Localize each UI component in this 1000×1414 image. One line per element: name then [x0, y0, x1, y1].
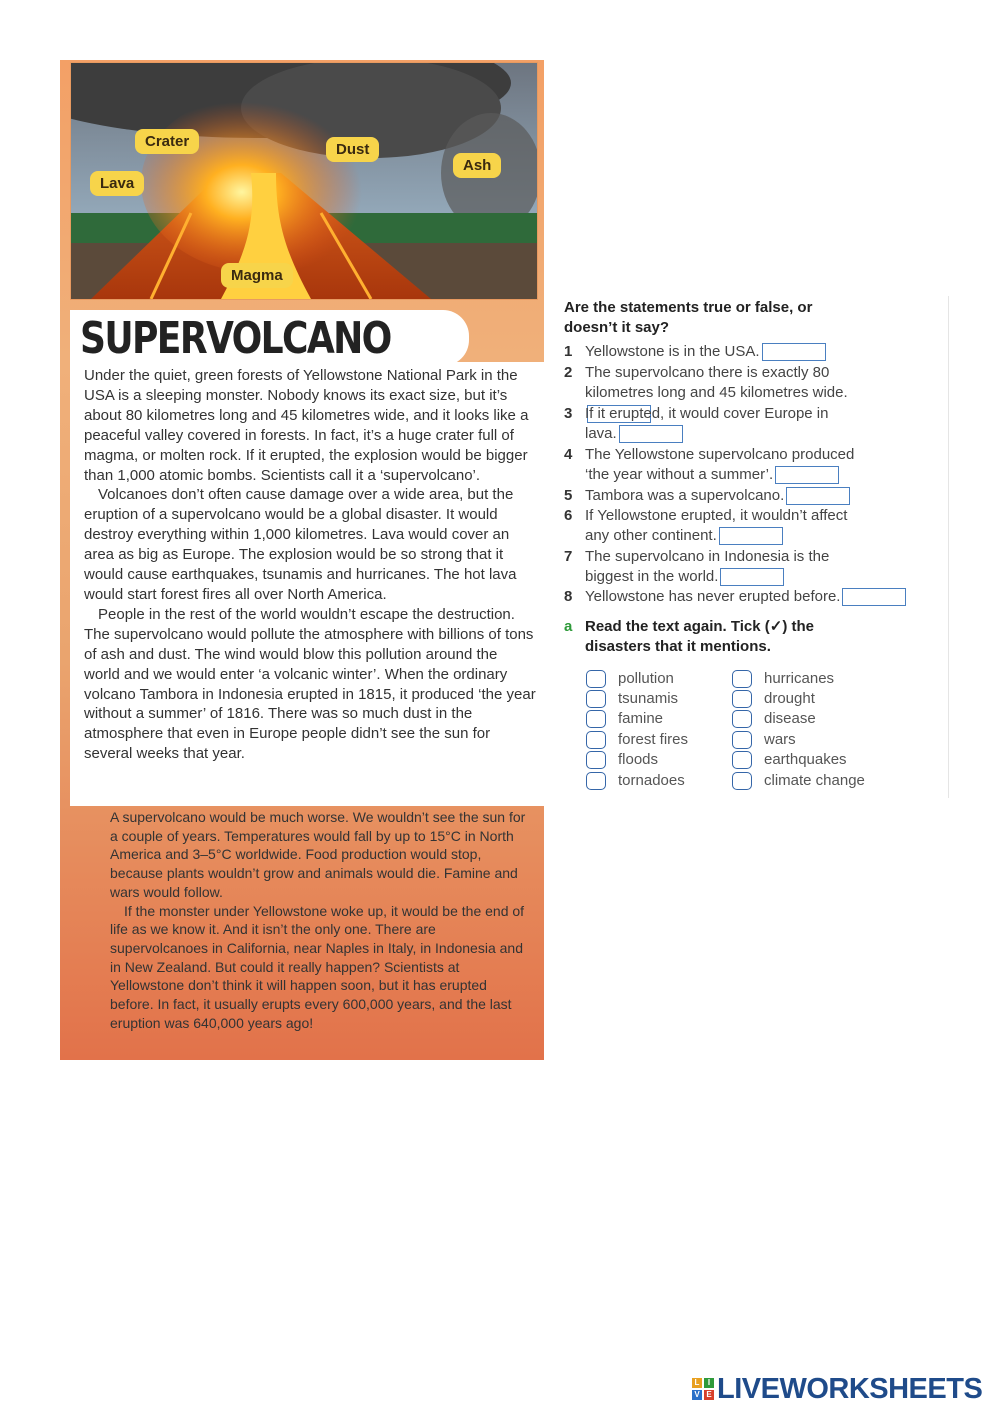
- volcano-illustration: [70, 62, 538, 300]
- checkbox-floods[interactable]: [586, 751, 606, 769]
- checkbox-tornadoes[interactable]: [586, 772, 606, 790]
- article-text-upper: [84, 366, 536, 764]
- label-disease: disease: [764, 710, 816, 727]
- label-floods: floods: [618, 751, 659, 768]
- quiz-item-5: 5 Tambora was a supervolcano.: [564, 486, 884, 506]
- answer-box-6[interactable]: [719, 527, 783, 545]
- logo-text: LIVEWORKSHEETS: [717, 1372, 983, 1405]
- quiz-item-4: 4 The Yellowstone supervolcano produced ‘the year without a summer’.: [564, 446, 855, 484]
- label-drought: drought: [764, 690, 815, 707]
- answer-box-4[interactable]: [775, 466, 839, 484]
- label-wars: wars: [764, 731, 796, 748]
- checkbox-tsunamis[interactable]: [586, 690, 606, 708]
- label-hurricanes: hurricanes: [764, 670, 835, 687]
- liveworksheets-logo: [692, 1374, 982, 1404]
- logo-icon: L I V E: [692, 1378, 714, 1400]
- checkbox-drought[interactable]: [732, 690, 752, 708]
- label-climate-change: climate change: [764, 772, 865, 789]
- checkbox-earthquakes[interactable]: [732, 751, 752, 769]
- quiz-item-2: 2 The supervolcano there is exactly 80 kilometres long and 45 kilometres wide.: [564, 363, 939, 424]
- checkbox-wars[interactable]: [732, 731, 752, 749]
- label-famine: famine: [618, 710, 664, 727]
- label-tsunamis: tsunamis: [618, 690, 679, 707]
- quiz-item-3: 3 If it erupted, it would cover Europe in lava.: [564, 405, 829, 443]
- label-forest-fires: forest fires: [618, 731, 689, 748]
- checkbox-climate-change[interactable]: [732, 772, 752, 790]
- checkbox-forest-fires[interactable]: [586, 731, 606, 749]
- answer-box-8[interactable]: [842, 588, 906, 606]
- article-paragraph-1: Under the quiet, green forests of Yellowstone National Park in the USA is a sleeping monster. Nobody knows its exact size, but it’s about 80 kilometres long and 45 kilometres wide, and it looks like a peaceful valley covered in forests. In fact, it’s a huge crater full of magma, or molten rock. If it erupted, the explosion would be bigger than 1,000 atomic bombs. Scientists call it a ‘supervolcano’.: [84, 367, 529, 484]
- answer-box-1[interactable]: [762, 343, 826, 361]
- label-magma: Magma: [221, 263, 293, 288]
- tick-heading: a Read the text again. Tick (✓) the disasters that it mentions.: [564, 618, 815, 655]
- article-text-lower: [110, 808, 532, 1032]
- quiz-item-1: 1 Yellowstone is in the USA.: [564, 342, 864, 362]
- checkbox-hurricanes[interactable]: [732, 670, 752, 688]
- label-earthquakes: earthquakes: [764, 751, 847, 768]
- checkbox-disease[interactable]: [732, 710, 752, 728]
- quiz-heading: Are the statements true or false, or doesn’t it say?: [564, 299, 813, 336]
- label-ash: Ash: [453, 153, 501, 178]
- quiz-item-8: 8 Yellowstone has never erupted before.: [564, 587, 944, 607]
- quiz-item-7: 7 The supervolcano in Indonesia is the biggest in the world.: [564, 548, 830, 586]
- article-paragraph-3: People in the rest of the world wouldn’t escape the destruction. The supervolcano would pollute the atmosphere with billions of tons of ash and dust. The wind would blow this pollution around the world and we would enter ‘a volcanic winter’. When the ordinary volcano Tambora in Indonesia erupted in 1815, it produced ‘the year without a summer’ of 1816. There was so much dust in the atmosphere that even in Europe people didn’t see the sun for several weeks that year.: [84, 605, 536, 763]
- checkbox-famine[interactable]: [586, 710, 606, 728]
- article-paragraph-5: If the monster under Yellowstone woke up, it would be the end of life as we know it. And it isn’t the only one. There are supervolcanoes in California, near Naples in Italy, in Indonesia and in New Zealand. But could it really happen? Scientists at Yellowstone don’t think it will happen soon, but it has erupted before. In fact, it usually erupts every 600,000 years, and the last eruption was 640,000 years ago!: [110, 902, 525, 1031]
- answer-box-7[interactable]: [720, 568, 784, 586]
- article-paragraph-2: Volcanoes don’t often cause damage over a wide area, but the eruption of a supervolcano would be a global disaster. It would destroy everything within 1,000 kilometres. Lava would cover an area as big as Europe. The explosion would be so strong that it would cause earthquakes, tsunamis and hurricanes. The hot lava would start forest fires all over North America.: [84, 486, 517, 603]
- article-paragraph-4: A supervolcano would be much worse. We wouldn’t see the sun for a couple of years. Temperatures would fall by up to 15°C in North America and 3–5°C worldwide. Food production would stop, because plants wouldn’t grow and animals would die. Famine and wars would follow.: [110, 809, 526, 900]
- quiz-item-6: 6 If Yellowstone erupted, it wouldn’t affect any other continent.: [564, 507, 848, 545]
- label-dust: Dust: [326, 137, 379, 162]
- label-lava: Lava: [90, 171, 144, 196]
- checkbox-pollution[interactable]: [586, 670, 606, 688]
- article-title: SUPERVOLCANO: [70, 310, 469, 366]
- answer-box-5[interactable]: [786, 487, 850, 505]
- label-tornadoes: tornadoes: [618, 772, 685, 789]
- label-crater: Crater: [135, 129, 199, 154]
- label-pollution: pollution: [618, 670, 674, 687]
- answer-box-3[interactable]: [619, 425, 683, 443]
